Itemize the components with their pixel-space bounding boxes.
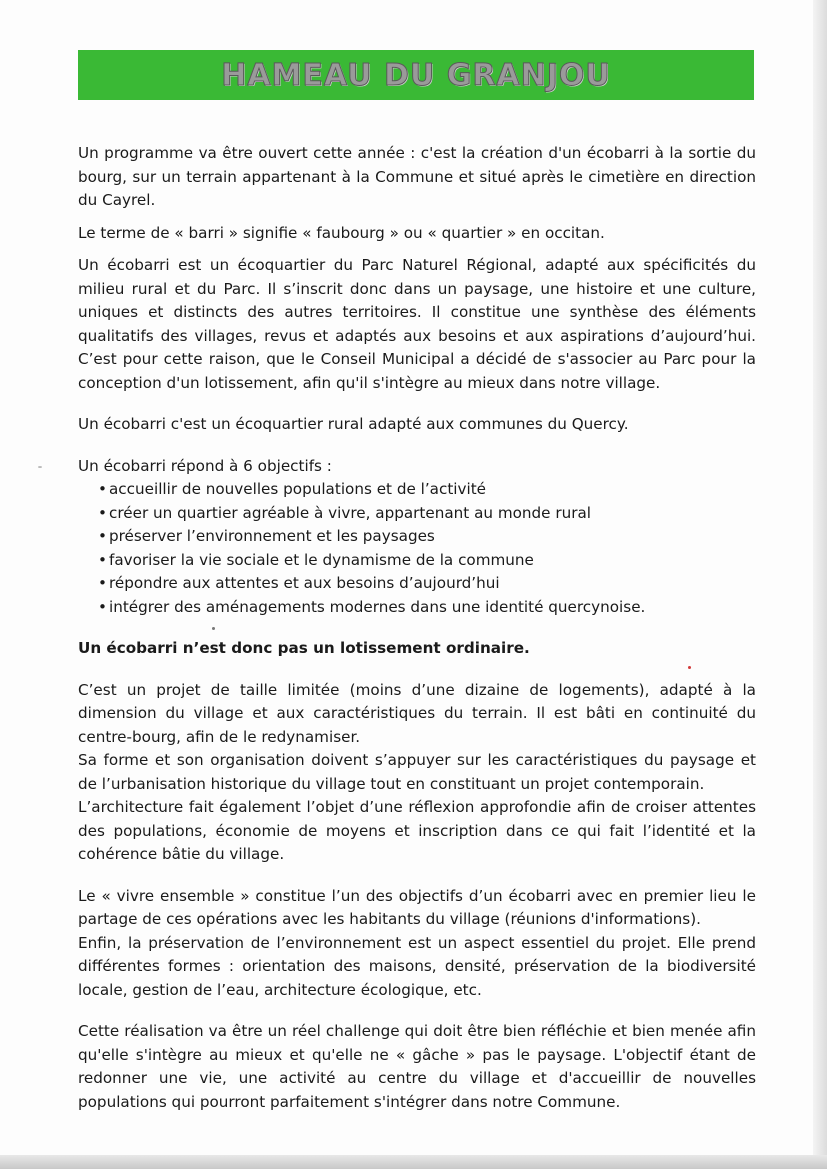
bullet-icon: •	[98, 527, 107, 545]
page-title: HAMEAU DU GRANJOU	[221, 57, 611, 93]
list-item: • préserver l’environnement et les paysages	[98, 525, 756, 549]
scan-speck	[38, 466, 42, 468]
list-item: • intégrer des aménagements modernes dans une identité quercynoise.	[98, 596, 756, 620]
paragraph-project-size: C’est un projet de taille limitée (moins d’une dizaine de logements), adapté à la dimension du village et aux caractéristiques du terrain. Il est bâti en continuité du centre-bourg, afin de le redynamiser.	[78, 680, 756, 746]
list-item: • répondre aux attentes et aux besoins d’aujourd’hui	[98, 572, 756, 596]
bullet-icon: •	[98, 550, 107, 569]
bullet-icon: •	[98, 574, 107, 592]
bullet-icon: •	[98, 503, 107, 522]
paragraph-architecture: L’architecture fait également l’objet d’une réflexion approfondie afin de croiser attentes des populations, économie de moyens et inscription dans ce qui fait l’identité et la cohérence bâtie du village.	[78, 798, 756, 863]
list-item: • accueillir de nouvelles populations et de l’activité	[98, 478, 756, 502]
paragraph-form-organisation: Sa forme et son organisation doivent s’appuyer sur les caractéristiques du paysage et de l’urbanisation historique du village tout en constituant un projet contemporain.	[78, 751, 756, 793]
scan-edge-bottom	[0, 1155, 827, 1169]
list-item: • favoriser la vie sociale et le dynamisme de la commune	[98, 549, 756, 573]
paragraph-not-ordinary: Un écobarri n’est donc pas un lotissement ordinaire.	[78, 639, 530, 657]
bullet-icon: •	[98, 480, 107, 498]
objectives-list	[78, 478, 756, 619]
body-text	[78, 142, 756, 1114]
paragraph-ecobarri-description: Un écobarri est un écoquartier du Parc Naturel Régional, adapté aux spécificités du milieu rural et du Parc. Il s’inscrit donc dans un paysage, une histoire et une culture, uniques et distincts des autres territoires. Il constitue une synthèse des éléments qualitatifs des villages, revus et adaptés aux besoins et aux aspirations d’aujourd’hui. C’est pour cette raison, que le Conseil Municipal a décidé de s'associer au Parc pour la conception d'un lotissement, afin qu'il s'intègre au mieux dans notre village.	[78, 256, 756, 392]
scan-speck	[212, 627, 215, 630]
paragraph-barri-definition: Le terme de « barri » signifie « faubourg » ou « quartier » en occitan.	[78, 223, 605, 242]
scan-speck	[688, 666, 691, 669]
paragraph-vivre-ensemble: Le « vivre ensemble » constitue l’un des objectifs d’un écobarri avec en premier lieu le partage de ces opérations avec les habitants du village (réunions d'informations).	[78, 886, 756, 928]
scan-edge-right	[813, 0, 827, 1169]
paragraph-objectives-intro: Un écobarri répond à 6 objectifs :	[78, 456, 332, 475]
paragraph-ecobarri-rural: Un écobarri c'est un écoquartier rural adapté aux communes du Quercy.	[78, 415, 629, 433]
title-banner	[78, 50, 754, 100]
paragraph-challenge: Cette réalisation va être un réel challenge qui doit être bien réfléchie et bien menée afin qu'elle s'intègre au mieux et qu'elle ne « gâche » pas le paysage. L'objectif étant de redonner une vie, une activité au centre du village et d'accueillir de nouvelles populations qui pourront parfaitement s'intégrer dans notre Commune.	[78, 1022, 756, 1111]
bullet-icon: •	[98, 597, 107, 616]
paragraph-environment: Enfin, la préservation de l’environnement est un aspect essentiel du projet. Elle prend différentes formes : orientation des maisons, densité, préservation de la biodiversité locale, gestion de l’eau, architecture écologique, etc.	[78, 933, 756, 999]
list-item: • créer un quartier agréable à vivre, appartenant au monde rural	[98, 502, 756, 526]
paragraph-intro: Un programme va être ouvert cette année : c'est la création d'un écobarri à la sortie du bourg, sur un terrain appartenant à la Commune et situé après le cimetière en direction du Cayrel.	[78, 144, 756, 209]
